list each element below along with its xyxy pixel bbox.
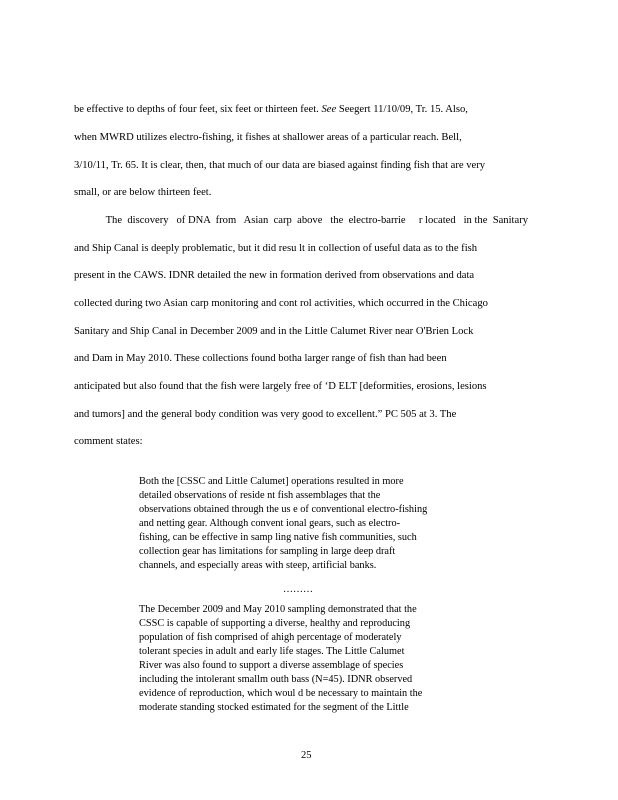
- quote-line: evidence of reproduction, which woul d be necessary to maintain the: [139, 688, 423, 699]
- quote-line: and netting gear. Although convent ional gears, such as electro-: [139, 518, 401, 529]
- quote-line: channels, and especially areas with steep, artificial banks.: [139, 560, 377, 571]
- quote-line: collection gear has limitations for sampling in large deep draft: [139, 546, 396, 557]
- body-line: Sanitary and Ship Canal in December 2009 and in the Little Calumet River near O'Brien Lock: [74, 326, 474, 337]
- body-line: 3/10/11, Tr. 65. It is clear, then, that much of our data are biased against finding fish that are very: [74, 160, 486, 171]
- body-line: be effective to depths of four feet, six feet or thirteen feet. See Seegert 11/10/09, Tr. 15. Also,: [74, 104, 468, 115]
- body-line: and tumors] and the general body condition was very good to excellent.” PC 505 at 3. The: [74, 409, 457, 420]
- ellipsis: ………: [283, 584, 313, 595]
- body-line: anticipated but also found that the fish were largely free of ‘D ELT [deformities, erosions, lesions: [74, 381, 487, 392]
- body-line: comment states:: [74, 436, 143, 447]
- body-line: when MWRD utilizes electro-fishing, it fishes at shallower areas of a particular reach. Bell,: [74, 132, 462, 143]
- quote-line: River was also found to support a diverse assemblage of species: [139, 660, 404, 671]
- body-line: and Ship Canal is deeply problematic, but it did resu lt in collection of useful data as to the fish: [74, 243, 478, 254]
- quote-line: observations obtained through the us e of conventional electro-fishing: [139, 504, 428, 515]
- body-line: small, or are below thirteen feet.: [74, 187, 212, 198]
- quote-line: CSSC is capable of supporting a diverse, healthy and reproducing: [139, 618, 411, 629]
- quote-line: Both the [CSSC and Little Calumet] operations resulted in more: [139, 476, 404, 487]
- quote-line: tolerant species in adult and early life stages. The Little Calumet: [139, 646, 405, 657]
- body-line: and Dam in May 2010. These collections found botha larger range of fish than had been: [74, 353, 447, 364]
- quote-line: The December 2009 and May 2010 sampling demonstrated that the: [139, 604, 417, 615]
- quote-line: detailed observations of reside nt fish assemblages that the: [139, 490, 381, 501]
- page-number: 25: [301, 750, 312, 761]
- quote-line: including the intolerant smallm outh bass (N=45). IDNR observed: [139, 674, 413, 685]
- quote-line: population of fish comprised of ahigh percentage of moderately: [139, 632, 402, 643]
- body-line: collected during two Asian carp monitoring and cont rol activities, which occurred in the Chicago: [74, 298, 488, 309]
- body-line: The discovery of DNA from Asian carp above the electro-barrie r located in the Sanitary: [74, 215, 529, 226]
- quote-line: moderate standing stocked estimated for the segment of the Little: [139, 702, 409, 713]
- quote-line: fishing, can be effective in samp ling native fish communities, such: [139, 532, 417, 543]
- body-line: present in the CAWS. IDNR detailed the new in formation derived from observations and data: [74, 270, 475, 281]
- citation-signal: See: [321, 104, 337, 115]
